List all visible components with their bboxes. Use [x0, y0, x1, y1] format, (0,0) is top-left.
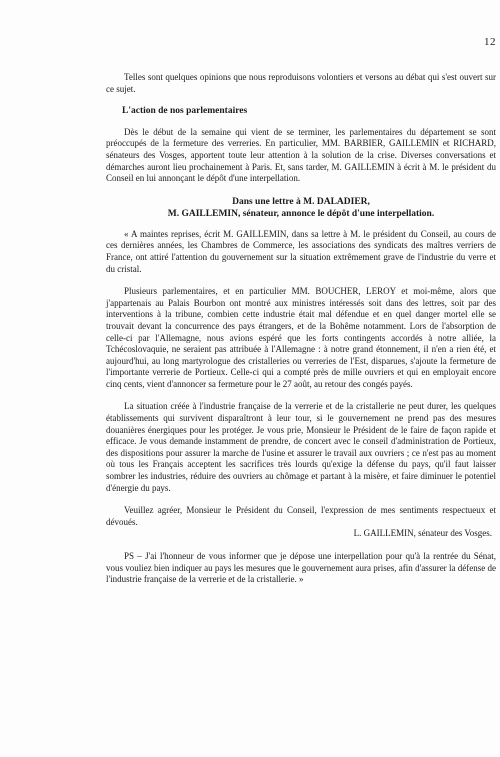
- section-heading-parlementaires: L'action de nos parlementaires: [122, 106, 248, 117]
- page-number: 12: [484, 36, 496, 48]
- letter-closing: Veuillez agréer, Monsieur le Président du Conseil, l'expression de mes sentiments respectueux et dévoués.: [106, 505, 496, 527]
- intro-paragraph: Telles sont quelques opinions que nous reproduisons volontiers et versons au débat qui s'est ouvert sur ce sujet.: [106, 72, 496, 94]
- letter-paragraph-1: « A maintes reprises, écrit M. GAILLEMIN, dans sa lettre à M. le président du Conseil, au cours de ces dernières années, les Chambres de Commerce, les associations des syndicats des maîtres verriers de France, ont attiré l'attention du gouvernement sur la situation extrêmement grave de l'industrie du verre et du cristal.: [106, 228, 496, 274]
- letter-heading-line2: M. GAILLEMIN, sénateur, annonce le dépôt d'une interpellation.: [167, 208, 435, 219]
- letter-paragraph-3: La situation créée à l'industrie française de la verrerie et de la cristallerie ne peut durer, les quelques établissements qui survivent disparaîtront à leur tour, si le gouvernement ne prend pas des mesures douanières énergiques pour les protéger. Je vous prie, Monsieur le Président de le faire de façon rapide et efficace. Je vous demande instamment de prendre, de concert avec le conseil d'administration de Portieux, des dispositions pour assurer la marche de l'usine et assurer le travail aux ouvriers ; ce n'est pas au moment où tous les Français acceptent les sacrifices très lourds qu'exige la défense du pays, qu'il faut laisser sombrer les industries, réduire des ouvriers au chômage et partant à la misère, et faire diminuer le potentiel d'énergie du pays.: [106, 401, 496, 493]
- letter-heading-line1: Dans une lettre à M. DALADIER,: [232, 196, 370, 207]
- article-body: [106, 72, 496, 586]
- parlementaires-paragraph: Dès le début de la semaine qui vient de se terminer, les parlementaires du département se sont préoccupés de la fermeture des verreries. En particulier, MM. BARBIER, GAILLEMIN et RICHARD, sénateurs des Vosges, apportent toute leur attention à la solution de la crise. Diverses conversations et démarches auront lieu prochainement à Paris. Et, sans tarder, M. GAILLEMIN à écrit à M. le président du Conseil en lui annonçant le dépôt d'une interpellation.: [106, 126, 496, 184]
- letter-paragraph-2: Plusieurs parlementaires, et en particulier MM. BOUCHER, LEROY et moi-même, alors que j'appartenais au Palais Bourbon ont montré aux ministres intéressés soit dans des lettres, soit par des interventions à la tribune, combien cette industrie était mal défendue et en quel danger mortel elle se trouvait devant la concurrence des pays étrangers, et de la Bohême notamment. Lors de l'absorption de celle-ci par l'Allemagne, nous avions espéré que les forts contingents accordés à notre alliée, la Tchécoslovaquie, ne seraient pas attribuée à l'Allemagne : à notre grand étonnement, il n'en a rien été, et aujourd'hui, au long martyrologue des cristalleries ou verreries de l'Est, disparues, s'ajoute la fermeture de l'importante verrerie de Portieux. Celle-ci qui a compté près de mille ouvriers et qui en employait encore cinq cents, vient d'annoncer sa fermeture pour le 27 août, au retour des congés payés.: [106, 286, 496, 389]
- letter-postscript: PS – J'ai l'honneur de vous informer que je dépose une interpellation pour qu'à la rentrée du Sénat, vous vouliez bien indiquer au pays les mesures que le gouvernement aura prises, afin d'assurer la défense de l'industrie française de la verrerie et de la cristallerie. »: [106, 551, 496, 585]
- letter-signature: L. GAILLEMIN, sénateur des Vosges.: [353, 528, 492, 539]
